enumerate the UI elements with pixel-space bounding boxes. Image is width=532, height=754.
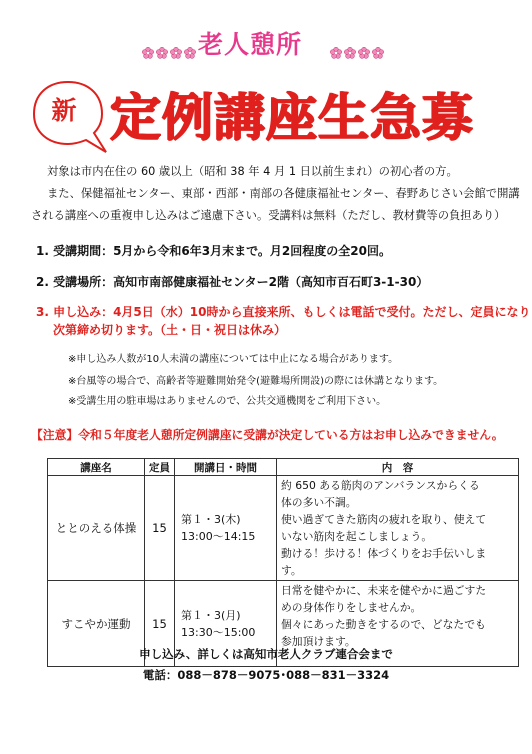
content-line: 体の多い不調。 [281,496,357,509]
content-line: 使い過ぎてきた筋肉の疲れを取り、使えて [281,513,487,526]
contact-line: 申し込み、詳しくは高知市老人クラブ連合会まで [139,647,393,661]
course-hours: 13:00～14:15 [181,530,256,543]
header-course-name: 講座名 [48,459,145,476]
content-line: いない筋肉を起こしましょう。 [281,530,433,543]
warning-notice: 【注意】令和５年度老人憩所定例講座に受講が決定している方はお申し込みできません。 [31,428,504,442]
flower-icon [184,47,196,59]
flower-icon [358,47,370,59]
course-capacity: 15 [145,476,175,581]
course-hours: 13:30～15:00 [181,625,256,639]
course-days: 第１・3(木) [181,513,241,526]
period-item: 1. 受講期間：5月から令和6年3月末まで。月2回程度の全20回。 [36,244,391,258]
table-row [48,476,519,581]
header-capacity: 定員 [145,459,175,476]
course-capacity: 15 [145,581,175,667]
course-name: ととのえる体操 [48,476,145,581]
flower-icon [170,47,182,59]
note-item: ※台風等の場合で、高齢者等避難開始発令(避難場所開設)の際には休講となります。 [68,376,444,387]
header-schedule: 開講日・時間 [175,459,277,476]
flower-icon [372,47,384,59]
content-line: 日常を健やかに、未来を健やかに過ごすた [281,584,487,597]
intro-line: される講座への重複申し込みはご遠慮下さい。受講料は無料（ただし、教材費等の負担あり） [31,209,506,222]
phone-numbers: 電話：088－878－9075･088－831－3324 [142,668,390,682]
flower-icon [330,47,342,59]
intro-line: 対象は市内在住の 60 歳以上（昭和 38 年 4 月 1 日以前生まれ）の初心者の方。 [47,165,458,178]
content-line: 参加頂けます。 [281,635,356,648]
note-item: ※申し込み人数が10人未満の講座については中止になる場合があります。 [68,354,399,365]
flower-decoration-right [330,47,384,59]
content-line: 約 650 ある筋肉のアンバランスからくる [281,479,480,492]
content-line: 個々にあった動きをするので、どなたでも [281,618,486,631]
page-subtitle: 老人憩所 [198,30,303,59]
content-line: めの身体作りをしませんか。 [281,601,422,614]
badge-label: 新 [51,96,77,125]
note-item: ※受講生用の駐車場はありませんので、公共交通機関をご利用下さい。 [68,396,387,407]
course-content [277,476,519,581]
header-content: 内 容 [277,459,519,476]
course-name: すこやか運動 [48,581,145,667]
application-item-continued: 次第締め切ります。（土・日・祝日は休み） [53,323,287,337]
flower-icon [344,47,356,59]
course-days: 第１・3(月) [181,608,241,622]
application-item: 3. 申し込み：4月5日（水）10時から直接来所、もしくは電話で受付。ただし、定員になり [36,305,531,319]
intro-line: また、保健福祉センター、東部・西部・南部の各健康福祉センター、春野あじさい会館で開講 [47,187,520,200]
page-title: 定例講座生急募 [110,89,475,148]
content-line: 動ける！歩ける！体づくりをお手伝いしま [281,547,487,560]
course-schedule [175,476,277,581]
flower-decoration-left [142,47,196,59]
flower-icon [142,47,154,59]
course-table [47,458,519,667]
content-line: す。 [281,564,302,577]
flower-icon [156,47,168,59]
table-header-row [48,459,519,476]
location-item: 2. 受講場所：高知市南部健康福祉センター2階（高知市百石町3-1-30） [36,275,429,289]
